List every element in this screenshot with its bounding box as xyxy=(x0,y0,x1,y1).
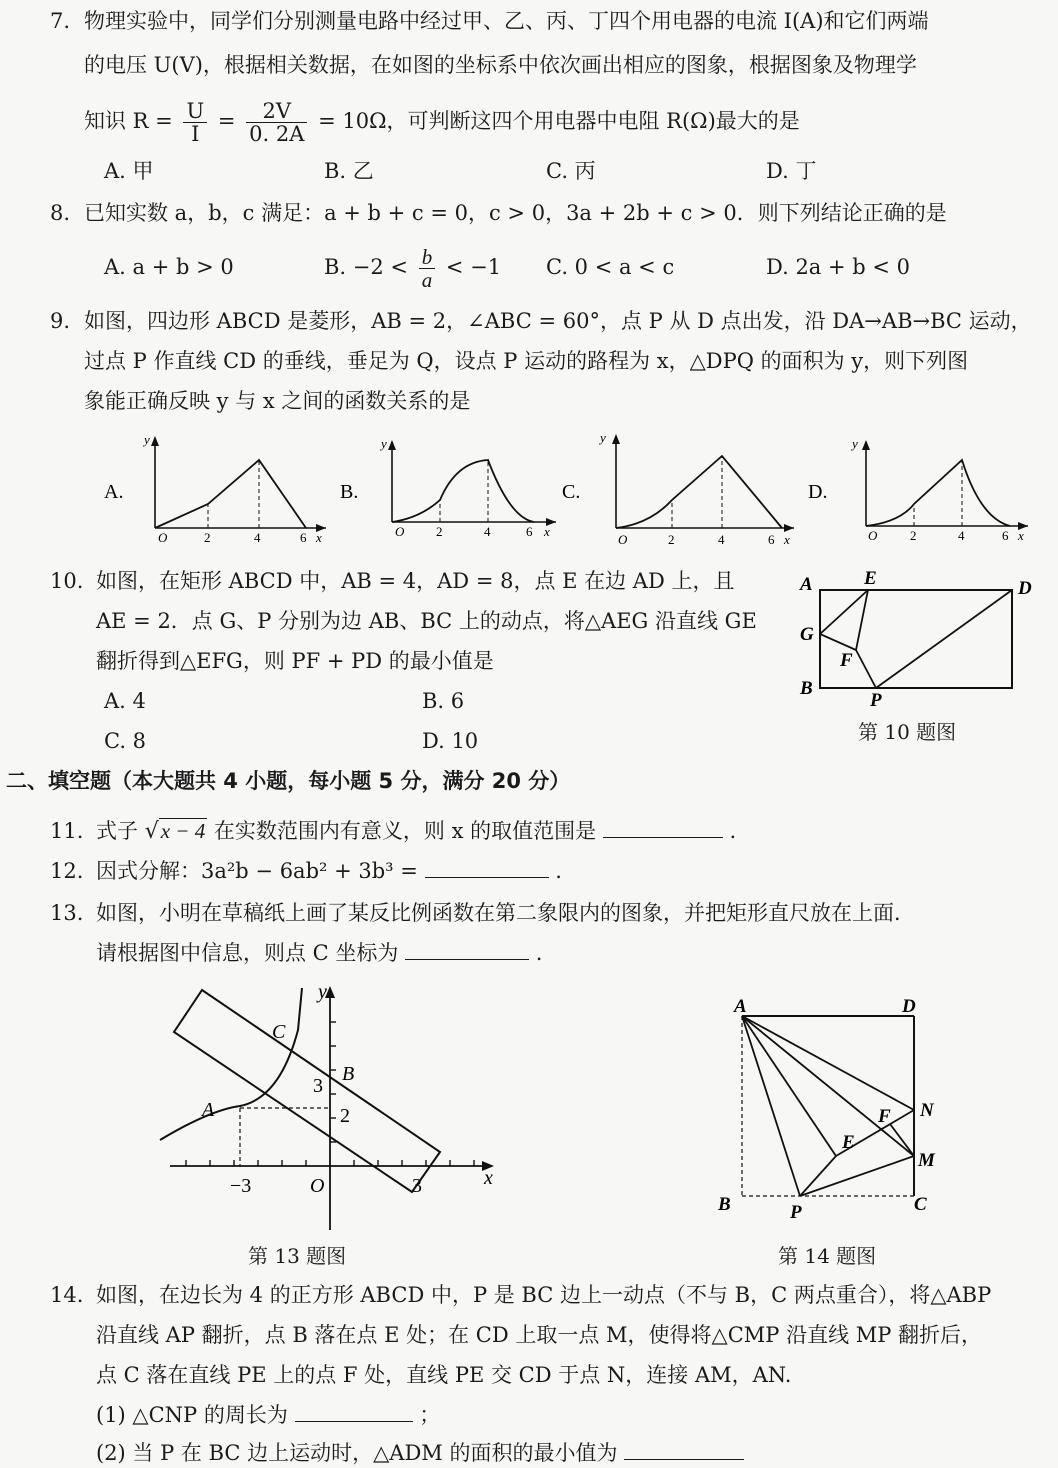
svg-text:y: y xyxy=(600,430,606,445)
q9-line3: 象能正确反映 y 与 x 之间的函数关系的是 xyxy=(84,389,471,413)
q10-option-d[interactable]: D. 10 xyxy=(422,729,479,753)
q12-number: 12. xyxy=(50,859,84,883)
y-axis-label: y xyxy=(144,432,150,447)
q7-formula-pre: 知识 R = xyxy=(84,109,173,133)
q13-number: 13. xyxy=(50,901,84,925)
q7-line2: 的电压 U(V)，根据相关数据，在如图的坐标系中依次画出相应的图象，根据图象及物理学 xyxy=(84,53,917,77)
point-c-label: C xyxy=(914,1194,927,1215)
svg-text:O: O xyxy=(395,524,405,539)
arrow-icon xyxy=(784,524,794,532)
q7-option-c[interactable]: C. 丙 xyxy=(546,159,596,183)
svg-text:2: 2 xyxy=(910,528,917,543)
svg-text:x: x xyxy=(784,532,790,547)
arrow-icon xyxy=(862,440,870,450)
q9-graph-a[interactable] xyxy=(104,432,326,545)
point-d-label: D xyxy=(1018,578,1032,599)
q8-option-a[interactable]: A. a + b > 0 xyxy=(104,255,234,279)
y-tick-2: 2 xyxy=(340,1105,350,1127)
q9-number: 9. xyxy=(50,309,71,333)
function-curve xyxy=(155,460,306,528)
x-axis-label: x xyxy=(316,530,322,545)
tick-label: 2 xyxy=(204,530,211,545)
point-p-label: P xyxy=(870,690,882,711)
q8-option-d[interactable]: D. 2a + b < 0 xyxy=(766,255,911,279)
q9-graph-d[interactable] xyxy=(808,436,1028,543)
point-f-label: F xyxy=(878,1106,891,1127)
point-a-label: A xyxy=(202,1099,215,1121)
q11-number: 11. xyxy=(50,819,84,843)
svg-text:O: O xyxy=(618,532,628,547)
q7-option-a[interactable]: A. 甲 xyxy=(104,159,154,183)
point-b-label: B xyxy=(342,1063,355,1085)
tick-label: 6 xyxy=(300,530,307,545)
q7-option-d[interactable]: D. 丁 xyxy=(766,159,817,183)
q12-answer-blank[interactable] xyxy=(425,857,549,878)
point-p-label: P xyxy=(790,1202,802,1223)
q13-figure xyxy=(150,980,530,1240)
q10-line3: 翻折得到△EFG，则 PF + PD 的最小值是 xyxy=(96,649,494,673)
q9-graph-d-label: D. xyxy=(808,481,828,503)
section-title: 二、填空题（本大题共 4 小题，每小题 5 分，满分 20 分） xyxy=(6,769,571,793)
origin-label: O xyxy=(310,1175,325,1197)
q7-option-b[interactable]: B. 乙 xyxy=(324,159,374,183)
point-a-label: A xyxy=(800,574,813,595)
arrow-icon xyxy=(388,440,396,450)
x-tick-neg3: −3 xyxy=(230,1175,252,1197)
q13-line1: 如图，小明在草稿纸上画了某反比例函数在第二象限内的图象，并把矩形直尺放在上面． xyxy=(96,901,915,925)
function-curve xyxy=(616,456,782,528)
q7-number: 7. xyxy=(50,9,71,33)
point-m-label: M xyxy=(918,1150,935,1171)
y-tick-3: 3 xyxy=(313,1075,323,1097)
svg-text:x: x xyxy=(1018,528,1024,543)
tick-label: 4 xyxy=(254,530,261,545)
q10-figure-caption: 第 10 题图 xyxy=(858,720,957,744)
x-tick-3: 3 xyxy=(412,1175,422,1197)
q10-option-b[interactable]: B. 6 xyxy=(422,689,465,713)
q7-line1: 物理实验中，同学们分别测量电路中经过甲、乙、丙、丁四个用电器的电流 I(A)和它们两端 xyxy=(84,9,929,33)
svg-text:6: 6 xyxy=(1002,528,1009,543)
q7-frac-ui: $\frac{U}{I}$ xyxy=(183,100,207,145)
q11-text: 式子 √x − 4 在实数范围内有意义，则 x 的取值范围是 . xyxy=(96,819,737,844)
svg-text:6: 6 xyxy=(768,532,775,547)
svg-text:O: O xyxy=(868,528,878,543)
q12-text: 因式分解：3a²b − 6ab² + 3b³ = . xyxy=(96,859,562,883)
q14-line3: 点 C 落在直线 PE 上的点 F 处，直线 PE 交 CD 于点 N，连接 AM，AN. xyxy=(96,1363,792,1387)
y-axis-label: y xyxy=(318,981,327,1003)
q7-line3: 知识 R = $\frac{U}{I}$ = $\frac{2V}{0. 2A}$ = 10Ω，可判断这四个用电器中电阻 R(Ω)最大的是 xyxy=(84,99,800,146)
point-b-label: B xyxy=(718,1194,731,1215)
arrow-icon xyxy=(151,436,159,446)
q14-figure xyxy=(712,996,972,1230)
svg-text:2: 2 xyxy=(436,524,443,539)
svg-text:y: y xyxy=(852,436,858,451)
ruler-rectangle xyxy=(174,990,440,1192)
svg-text:y: y xyxy=(381,436,387,451)
q14-number: 14. xyxy=(50,1283,84,1307)
q14-line1: 如图，在边长为 4 的正方形 ABCD 中，P 是 BC 边上一动点（不与 B，C 两点重合），将△ABP xyxy=(96,1283,992,1307)
q8-option-b[interactable]: B. −2 < $\frac{b}{a}$ < −1 xyxy=(324,245,502,292)
q10-number: 10. xyxy=(50,569,84,593)
sqrt-icon: √ xyxy=(144,819,159,844)
origin-label: O xyxy=(158,530,168,545)
svg-text:4: 4 xyxy=(958,528,965,543)
q9-graph-c[interactable] xyxy=(562,430,794,547)
q14-line2: 沿直线 AP 翻折，点 B 落在点 E 处；在 CD 上取一点 M，使得将△CMP 沿直线 MP 翻折后， xyxy=(96,1323,983,1347)
q9-graph-b-label: B. xyxy=(340,481,359,503)
point-b-label: B xyxy=(800,678,813,699)
svg-text:x: x xyxy=(544,524,550,539)
x-axis-label: x xyxy=(484,1167,493,1189)
q11-answer-blank[interactable] xyxy=(603,817,723,838)
q13-figure-caption: 第 13 题图 xyxy=(248,1244,347,1268)
q14-sub2: (2) 当 P 在 BC 边上运动时，△ADM 的面积的最小值为 xyxy=(96,1438,744,1468)
q9-graph-a-label: A. xyxy=(104,481,124,503)
point-n-label: N xyxy=(920,1100,934,1121)
point-a-label: A xyxy=(734,996,747,1017)
q8-option-c[interactable]: C. 0 < a < c xyxy=(546,255,675,279)
q14-sub1: (1) △CNP 的周长为 ； xyxy=(96,1403,441,1427)
q10-option-c[interactable]: C. 8 xyxy=(104,729,147,753)
point-e-label: E xyxy=(864,568,877,589)
q10-figure xyxy=(796,566,1036,711)
q7-frac-values: $\frac{2V}{0. 2A}$ xyxy=(246,100,307,145)
point-c-label: C xyxy=(272,1021,286,1043)
q11-radicand: x − 4 xyxy=(160,819,206,843)
q14-figure-caption: 第 14 题图 xyxy=(778,1244,877,1268)
q9-graph-c-label: C. xyxy=(562,481,581,503)
q8-fraction: $\frac{b}{a}$ xyxy=(419,246,436,291)
q7-formula-post: = 10Ω，可判断这四个用电器中电阻 R(Ω)最大的是 xyxy=(318,109,800,133)
q14-sub1-answer-blank[interactable] xyxy=(295,1401,413,1422)
point-f-label: F xyxy=(840,650,853,671)
arrow-icon xyxy=(612,434,620,444)
q10-line2: AE = 2．点 G、P 分别为边 AB、BC 上的动点，将△AEG 沿直线 GE xyxy=(96,609,757,633)
function-curve xyxy=(866,460,1010,526)
q13-line2: 请根据图中信息，则点 C 坐标为 . xyxy=(96,941,543,965)
q10-line1: 如图，在矩形 ABCD 中，AB = 4，AD = 8，点 E 在边 AD 上，且 xyxy=(96,569,735,593)
svg-text:4: 4 xyxy=(718,532,725,547)
point-e-label: E xyxy=(842,1132,855,1153)
q13-answer-blank[interactable] xyxy=(405,939,529,960)
function-curve xyxy=(392,460,534,522)
q9-line1: 如图，四边形 ABCD 是菱形，AB = 2，∠ABC = 60°，点 P 从 D 点出发，沿 DA→AB→BC 运动， xyxy=(84,309,1032,333)
q10-option-a[interactable]: A. 4 xyxy=(104,689,146,713)
q14-sub2-answer-blank[interactable] xyxy=(624,1439,744,1460)
q8-number: 8. xyxy=(50,201,71,225)
point-g-label: G xyxy=(800,624,814,645)
q9-graph-b[interactable] xyxy=(340,436,556,539)
point-d-label: D xyxy=(902,996,916,1017)
q9-graphs xyxy=(0,428,1058,568)
q9-line2: 过点 P 作直线 CD 的垂线，垂足为 Q，设点 P 运动的路程为 x，△DPQ 的面积为 y，则下列图 xyxy=(84,349,969,373)
svg-text:2: 2 xyxy=(668,532,675,547)
svg-text:6: 6 xyxy=(526,524,533,539)
q8-stem: 已知实数 a，b，c 满足：a + b + c = 0，c > 0，3a + 2b + c > 0．则下列结论正确的是 xyxy=(84,201,947,225)
svg-text:4: 4 xyxy=(484,524,491,539)
